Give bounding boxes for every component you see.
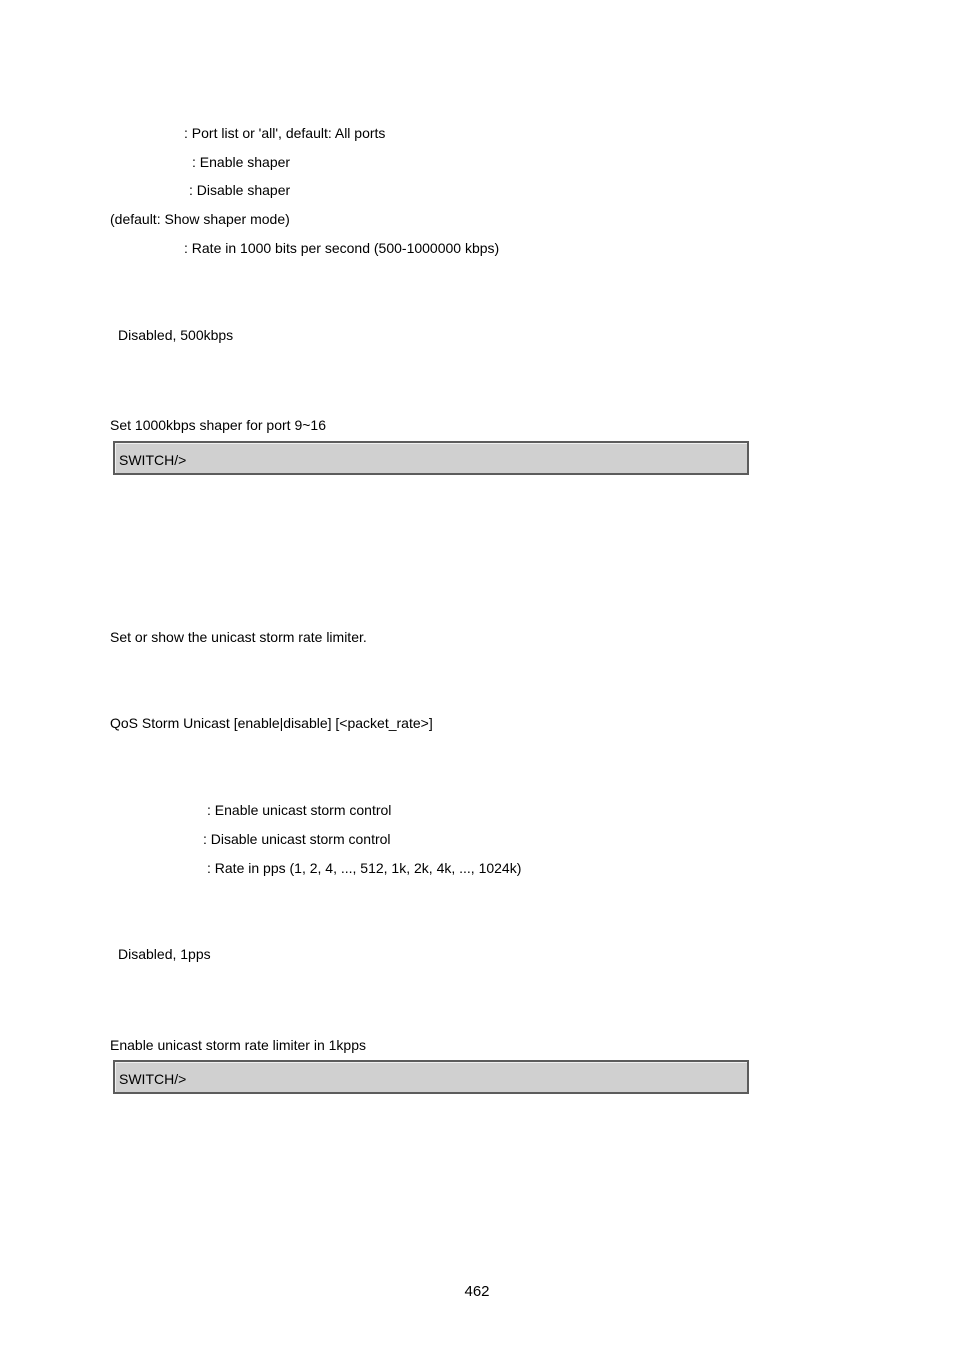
param-port-list: : Port list or 'all', default: All ports — [184, 125, 386, 141]
param-enable: : Enable unicast storm control — [207, 802, 392, 818]
param-enable-shaper: : Enable shaper — [192, 154, 291, 170]
default-value: Disabled, 1pps — [118, 946, 211, 962]
example-command-box — [113, 1060, 749, 1094]
example-command-box — [113, 441, 749, 475]
command-prompt: SWITCH/> — [119, 452, 187, 468]
command-prompt: SWITCH/> — [119, 1071, 187, 1087]
page-number: 462 — [464, 1283, 490, 1300]
param-packet-rate: : Rate in pps (1, 2, 4, ..., 512, 1k, 2k, 4k, ..., 1024k) — [207, 860, 522, 876]
example-description: Enable unicast storm rate limiter in 1kpps — [110, 1037, 366, 1053]
param-rate: : Rate in 1000 bits per second (500-1000000 kbps) — [184, 240, 500, 256]
param-disable: : Disable unicast storm control — [203, 831, 391, 847]
command-description: Set or show the unicast storm rate limiter. — [110, 629, 367, 645]
command-syntax: QoS Storm Unicast [enable|disable] [<packet_rate>] — [110, 715, 433, 731]
example-description: Set 1000kbps shaper for port 9~16 — [110, 417, 326, 433]
default-value: Disabled, 500kbps — [118, 327, 234, 343]
param-default-note: (default: Show shaper mode) — [110, 211, 290, 227]
param-disable-shaper: : Disable shaper — [189, 182, 291, 198]
